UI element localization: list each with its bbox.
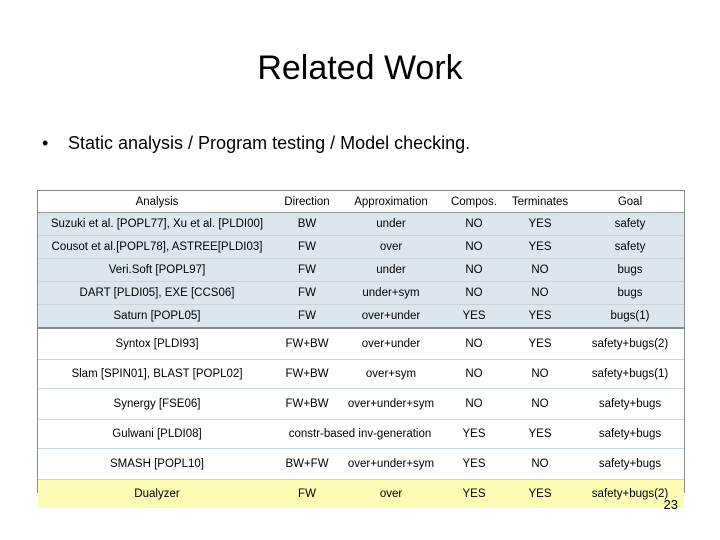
table-row: [38, 213, 684, 236]
cell-goal: safety+bugs: [576, 449, 684, 480]
table-row: [38, 282, 684, 305]
bullet-text: Static analysis / Program testing / Model checking.: [68, 133, 471, 153]
cell-compos: YES: [444, 449, 504, 480]
table-row: [38, 420, 684, 449]
cell-analysis: Veri.Soft [POPL97]: [38, 259, 276, 282]
table-row: [38, 449, 684, 480]
bullet-point: [42, 131, 470, 155]
cell-analysis: Slam [SPIN01], BLAST [POPL02]: [38, 360, 276, 389]
cell-direction: FW: [276, 259, 338, 282]
cell-analysis: DART [PLDI05], EXE [CCS06]: [38, 282, 276, 305]
cell-direction: FW: [276, 305, 338, 329]
header-goal: Goal: [576, 191, 684, 213]
cell-goal: safety+bugs(2): [576, 328, 684, 360]
cell-compos: NO: [444, 282, 504, 305]
related-work-table: [37, 190, 685, 500]
slide-title: Related Work: [257, 49, 463, 87]
cell-terminates: NO: [504, 449, 576, 480]
page-number: 23: [663, 497, 678, 512]
cell-analysis: Suzuki et al. [POPL77], Xu et al. [PLDI00]: [38, 213, 276, 236]
cell-compos: YES: [444, 305, 504, 329]
cell-compos: NO: [444, 360, 504, 389]
cell-approximation: over: [338, 236, 444, 259]
cell-goal: safety: [576, 213, 684, 236]
cell-approximation: under: [338, 259, 444, 282]
cell-compos: YES: [444, 420, 504, 449]
header-analysis: Analysis: [38, 191, 276, 213]
cell-direction: BW: [276, 213, 338, 236]
cell-direction: FW: [276, 282, 338, 305]
table-row: [38, 389, 684, 420]
cell-goal: safety: [576, 236, 684, 259]
cell-approximation: over+sym: [338, 360, 444, 389]
table-row: [38, 305, 684, 329]
cell-analysis: Dualyzer: [38, 480, 276, 509]
table-header-row: [38, 191, 684, 213]
table-row: [38, 360, 684, 389]
cell-terminates: NO: [504, 282, 576, 305]
cell-direction: BW+FW: [276, 449, 338, 480]
cell-analysis: Gulwani [PLDI08]: [38, 420, 276, 449]
cell-approximation: under: [338, 213, 444, 236]
cell-terminates: YES: [504, 213, 576, 236]
cell-compos: NO: [444, 213, 504, 236]
cell-terminates: NO: [504, 360, 576, 389]
cell-goal: safety+bugs(1): [576, 360, 684, 389]
header-approximation: Approximation: [338, 191, 444, 213]
cell-approximation: over+under: [338, 328, 444, 360]
cell-compos: NO: [444, 389, 504, 420]
header-direction: Direction: [276, 191, 338, 213]
cell-goal: safety+bugs(2): [576, 480, 684, 509]
cell-analysis: Cousot et al.[POPL78], ASTREE[PLDI03]: [38, 236, 276, 259]
cell-approximation: under+sym: [338, 282, 444, 305]
table-row: [38, 480, 684, 509]
cell-direction: constr-based inv-generation: [276, 420, 444, 449]
cell-compos: NO: [444, 328, 504, 360]
table-row: [38, 259, 684, 282]
cell-approximation: over+under+sym: [338, 449, 444, 480]
cell-direction: FW+BW: [276, 360, 338, 389]
cell-direction: FW+BW: [276, 328, 338, 360]
cell-analysis: SMASH [POPL10]: [38, 449, 276, 480]
cell-goal: bugs(1): [576, 305, 684, 329]
cell-direction: FW+BW: [276, 389, 338, 420]
bullet-marker: •: [42, 133, 49, 153]
cell-terminates: YES: [504, 305, 576, 329]
cell-goal: safety+bugs: [576, 389, 684, 420]
cell-analysis: Syntox [PLDI93]: [38, 328, 276, 360]
cell-terminates: NO: [504, 259, 576, 282]
cell-terminates: YES: [504, 236, 576, 259]
cell-analysis: Saturn [POPL05]: [38, 305, 276, 329]
cell-terminates: NO: [504, 389, 576, 420]
cell-approximation: over+under: [338, 305, 444, 329]
cell-terminates: YES: [504, 328, 576, 360]
cell-direction: FW: [276, 480, 338, 509]
cell-terminates: YES: [504, 480, 576, 509]
table-row: [38, 236, 684, 259]
header-compos: Compos.: [444, 191, 504, 213]
cell-compos: NO: [444, 236, 504, 259]
cell-direction: FW: [276, 236, 338, 259]
cell-terminates: YES: [504, 420, 576, 449]
cell-goal: bugs: [576, 259, 684, 282]
table-row: [38, 328, 684, 360]
header-terminates: Terminates: [504, 191, 576, 213]
cell-goal: bugs: [576, 282, 684, 305]
cell-goal: safety+bugs: [576, 420, 684, 449]
cell-compos: NO: [444, 259, 504, 282]
cell-approximation: over: [338, 480, 444, 509]
cell-compos: YES: [444, 480, 504, 509]
cell-approximation: over+under+sym: [338, 389, 444, 420]
cell-analysis: Synergy [FSE06]: [38, 389, 276, 420]
